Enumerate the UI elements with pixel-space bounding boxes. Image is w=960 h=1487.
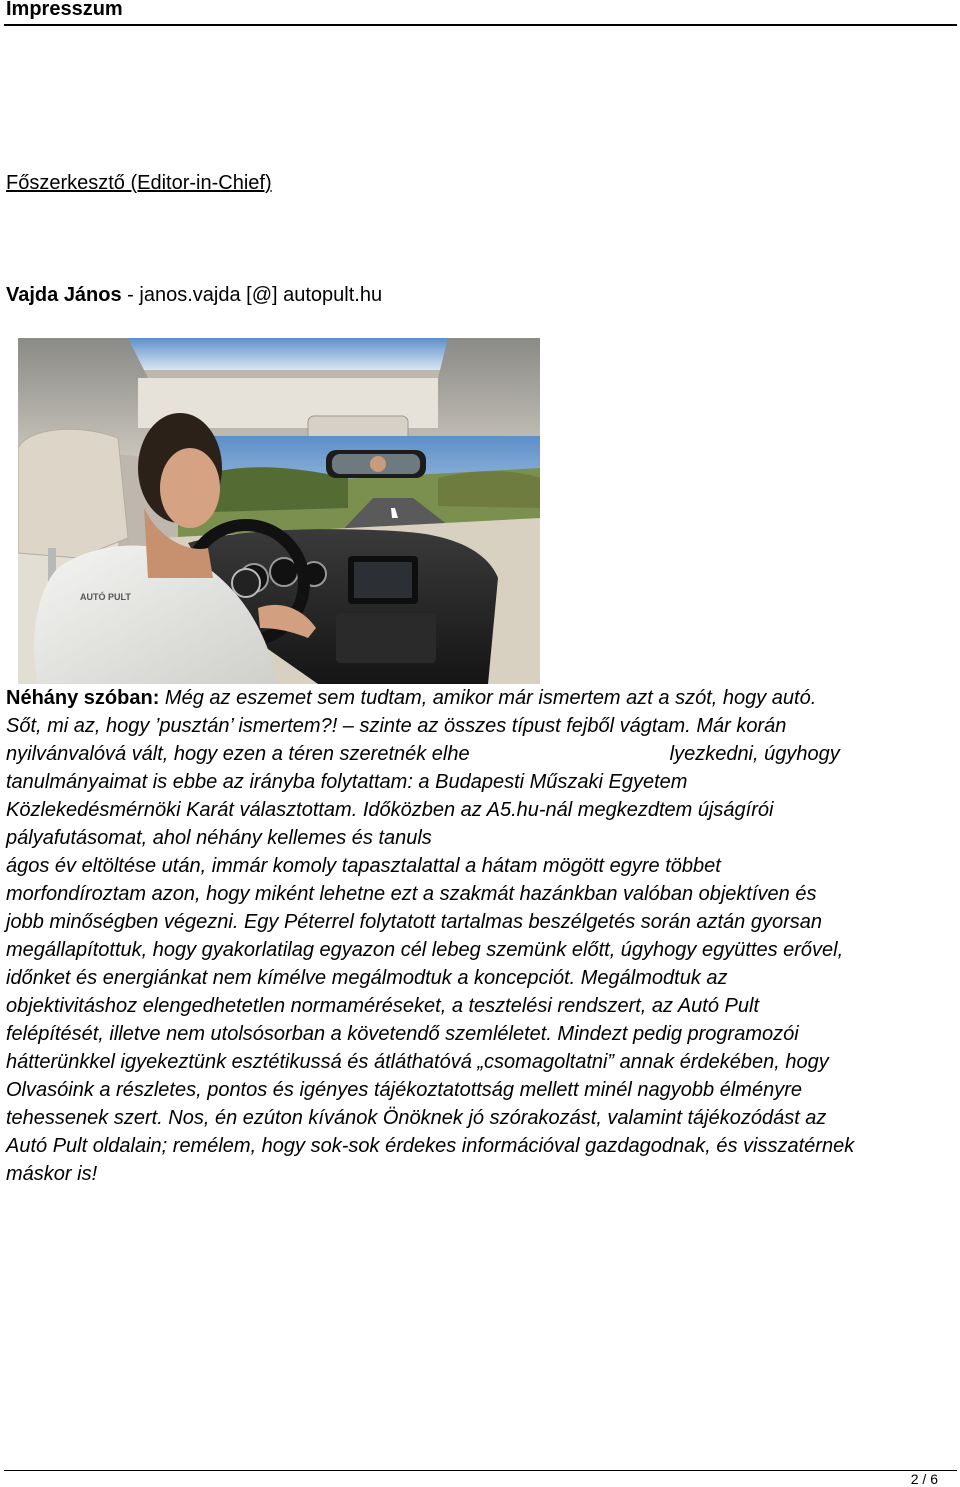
header-divider bbox=[4, 24, 957, 26]
bio-line: megállapítottuk, hogy gyakorlatilag egyazon cél lebeg szemünk előtt, úgyhogy együttes erővel, bbox=[6, 939, 844, 961]
bio-line: időnket és energiánkat nem kímélve megálmodtuk a koncepciót. Megálmodtuk az bbox=[6, 967, 728, 989]
seat-logo-text: AUTÓ PULT bbox=[80, 592, 131, 602]
bio-line bbox=[6, 740, 958, 768]
bio-line: Közlekedésmérnöki Karát választottam. Időközben az A5.hu-nál megkezdtem újságírói bbox=[6, 799, 774, 821]
footer-divider bbox=[4, 1470, 957, 1471]
bio-label: Néhány szóban: bbox=[6, 687, 165, 709]
bio-line: pályafutásomat, ahol néhány kellemes és tanuls bbox=[6, 827, 432, 849]
page-number: 2 / 6 bbox=[910, 1471, 938, 1487]
bio-text: Még az eszemet sem tudtam, amikor már ismertem azt a szót, hogy autó. bbox=[164, 687, 817, 709]
bio-line: felépítését, illetve nem utolsósorban a követendő szemléletet. Mindezt pedig programozói bbox=[6, 1023, 799, 1045]
bio-line: Olvasóink a részletes, pontos és igényes tájékoztatottság mellett minél nagyobb élményre bbox=[6, 1079, 802, 1101]
bio-line: hátterünkkel igyekeztünk esztétikussá és átláthatóvá „csomagoltatni” annak érdekében, hogy bbox=[6, 1051, 829, 1073]
editor-photo bbox=[18, 338, 540, 684]
bio-line: tanulmányaimat is ebbe az irányba folytattam: a Budapesti Műszaki Egyetem bbox=[6, 771, 688, 793]
bio-line: jobb minőségben végezni. Egy Péterrel folytatott tartalmas beszélgetés során aztán gyorsan bbox=[6, 911, 823, 933]
bio-line: Autó Pult oldalain; remélem, hogy sok-sok érdekes információval gazdagodnak, és visszatérnek bbox=[6, 1135, 855, 1157]
editor-email: janos.vajda [@] autopult.hu bbox=[139, 284, 383, 306]
bio-line: ágos év eltöltése után, immár komoly tapasztalattal a hátam mögött egyre többet bbox=[6, 855, 721, 877]
bio-text: nyilvánvalóvá vált, hogy ezen a téren szeretnék elhe bbox=[6, 743, 470, 765]
page-header-title: Impresszum bbox=[6, 0, 123, 20]
section-heading-editor-in-chief[interactable]: Főszerkesztő (Editor-in-Chief) bbox=[6, 172, 272, 194]
bio-line: máskor is! bbox=[6, 1163, 98, 1185]
bio-paragraph bbox=[6, 684, 958, 1188]
bio-line bbox=[6, 684, 958, 712]
bio-line: Sőt, mi az, hogy ’pusztán’ ismertem?! – szinte az összes típust fejből vágtam. Már korán bbox=[6, 715, 787, 737]
bio-line: tehessenek szert. Nos, én ezúton kívánok Önöknek jó szórakozást, valamint tájékozódást az bbox=[6, 1107, 827, 1129]
contact-separator: - bbox=[121, 284, 140, 306]
editor-name: Vajda János bbox=[6, 284, 122, 306]
bio-line: objektivitáshoz elengedhetetlen normaméréseket, a tesztelési rendszert, az Autó Pult bbox=[6, 995, 760, 1017]
bio-text: lyezkedni, úgyhogy bbox=[669, 743, 840, 765]
bio-line: morfondíroztam azon, hogy miként lehetne ezt a szakmát hazánkban valóban objektíven és bbox=[6, 883, 817, 905]
contact-line bbox=[6, 282, 382, 308]
